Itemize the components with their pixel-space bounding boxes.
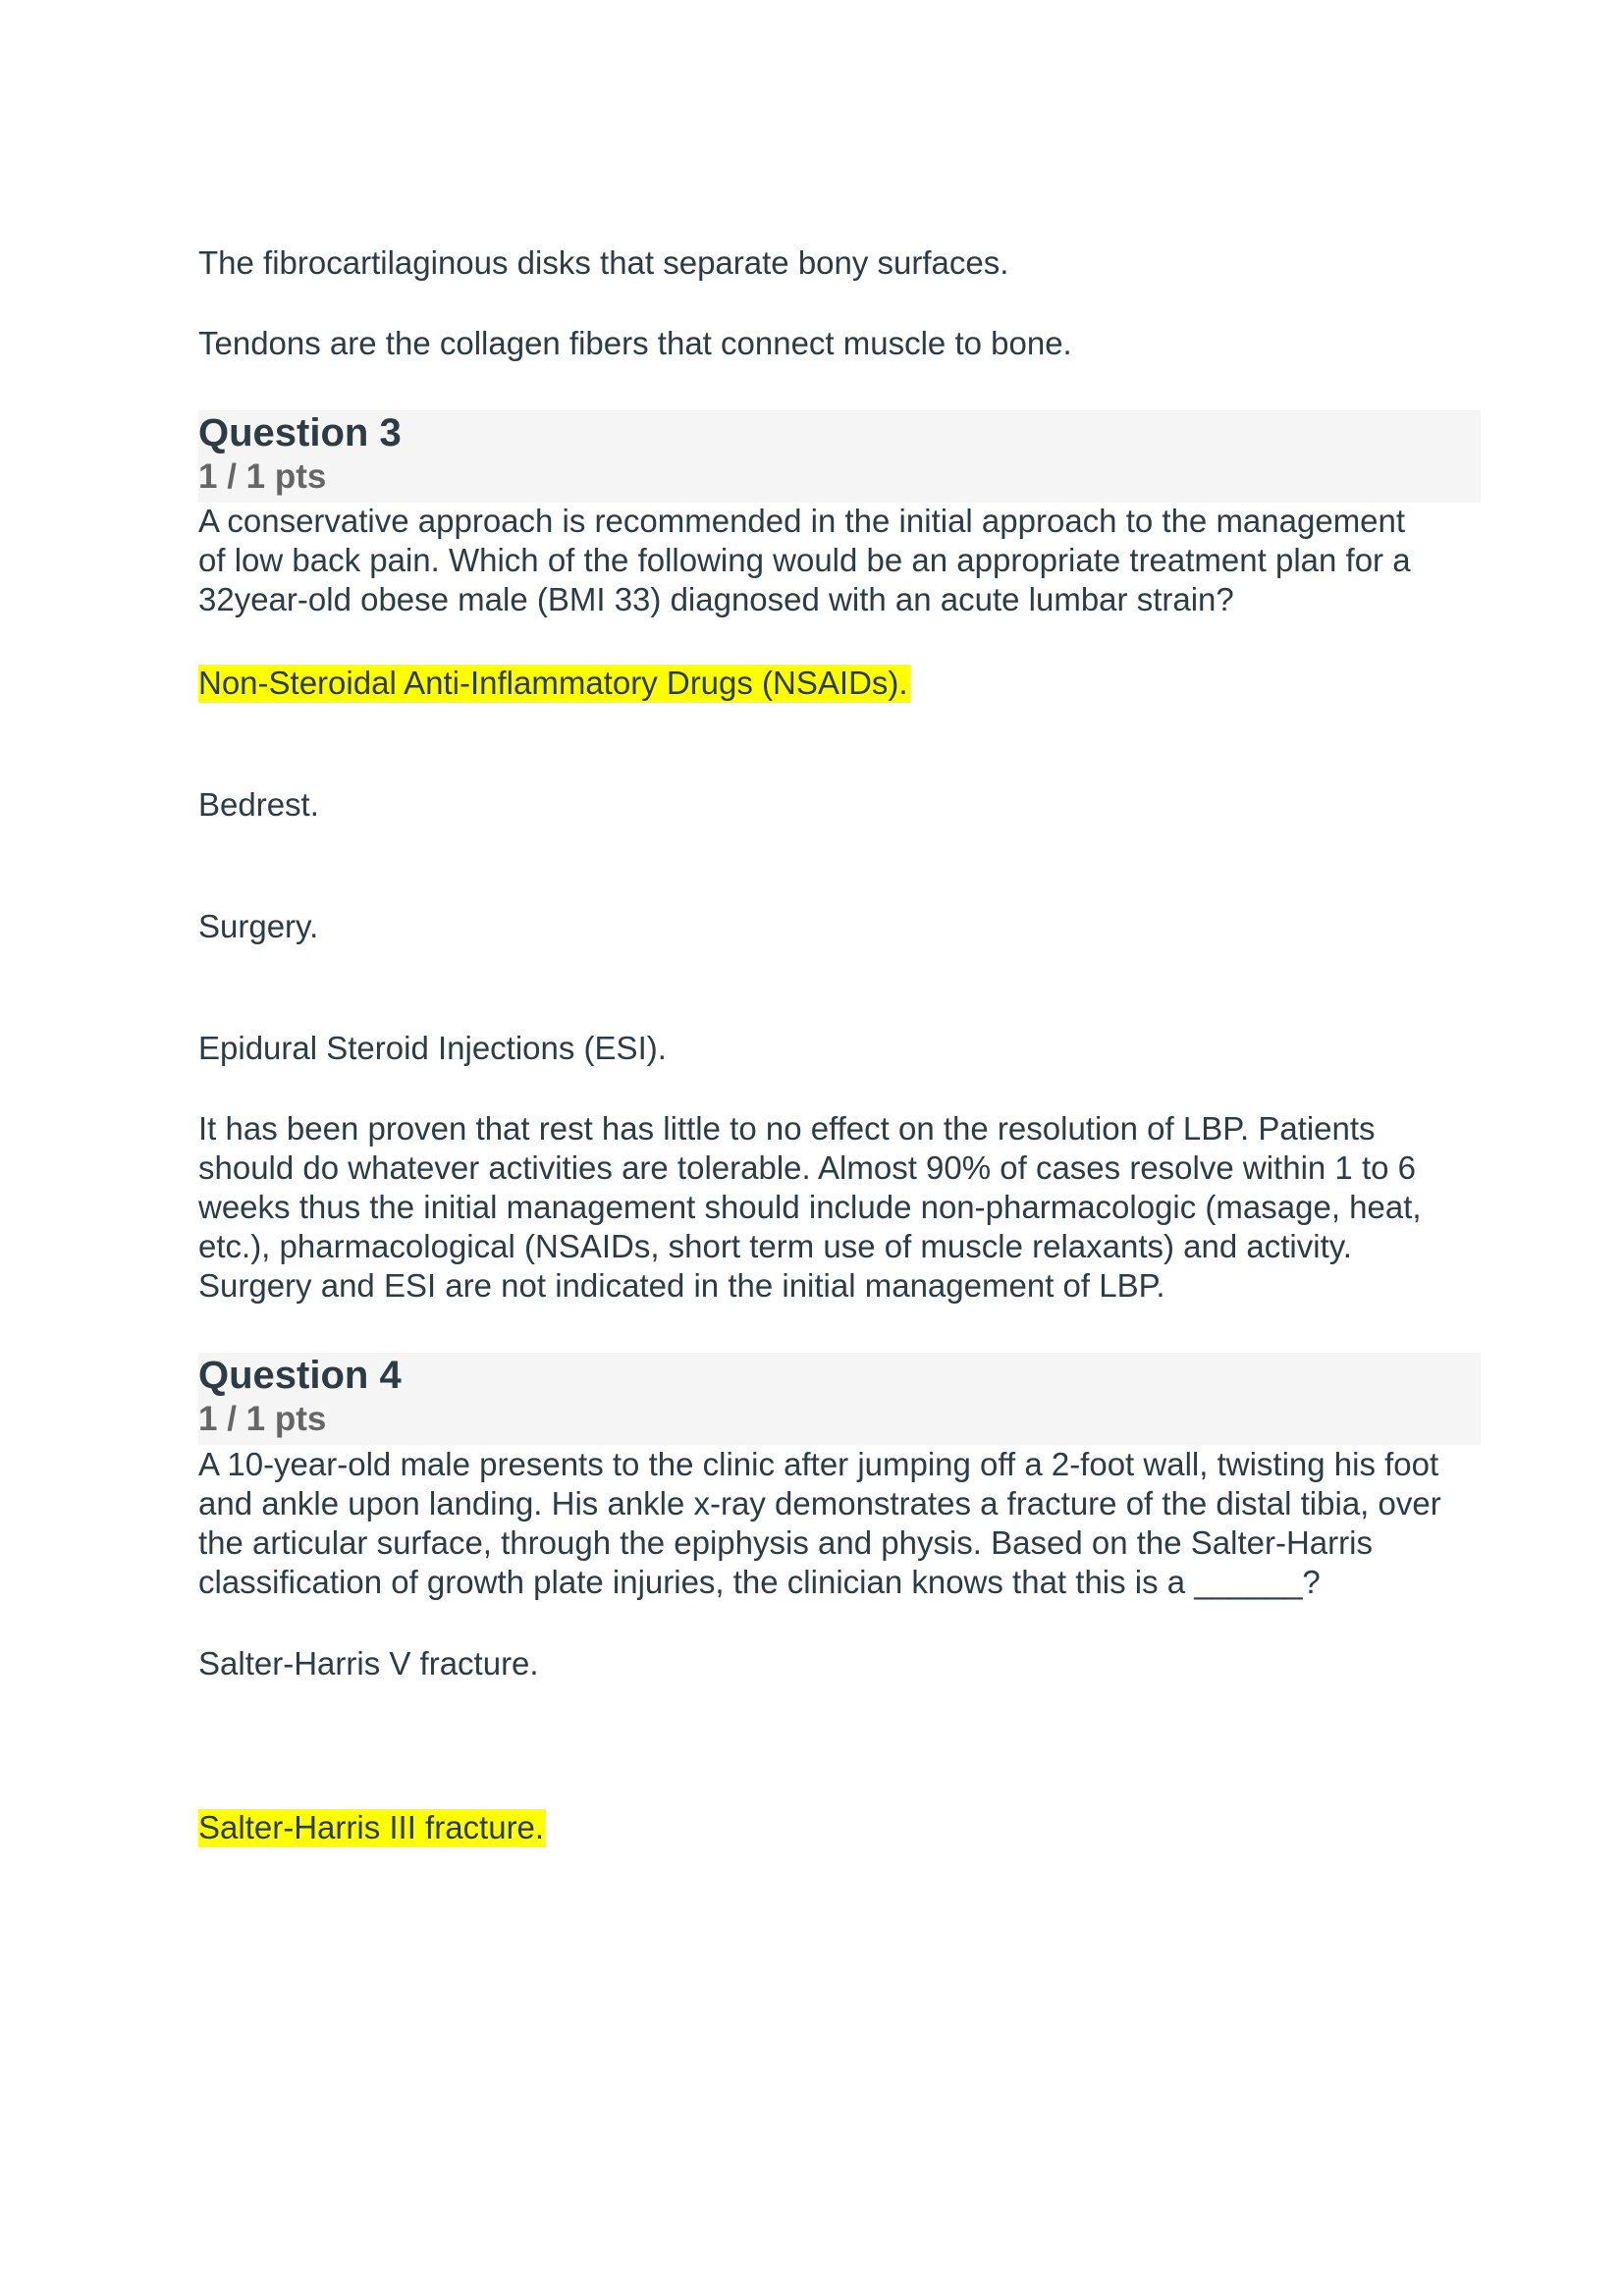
- question-4-points: 1 / 1 pts: [198, 1400, 327, 1438]
- prompt-line: and ankle upon landing. His ankle x-ray demonstrates a fracture of the distal tibia, over: [198, 1485, 1441, 1522]
- question-3-answer-surgery: Surgery.: [198, 908, 319, 944]
- prompt-line: the articular surface, through the epiphysis and physis. Based on the Salter-Harris: [198, 1524, 1373, 1561]
- explanation-line: It has been proven that rest has little to no effect on the resolution of LBP. Patients: [198, 1110, 1376, 1147]
- prompt-line: 32year-old obese male (BMI 33) diagnosed with an acute lumbar strain?: [198, 581, 1234, 617]
- explanation-line: etc.), pharmacological (NSAIDs, short term use of muscle relaxants) and activity.: [198, 1228, 1352, 1264]
- question-3-answer-bedrest: Bedrest.: [198, 786, 319, 823]
- question-3-header: [198, 410, 1481, 503]
- highlighted-answer: Salter-Harris III fracture.: [198, 1809, 545, 1845]
- prompt-line: of low back pain. Which of the following would be an appropriate treatment plan for a: [198, 542, 1411, 578]
- question-4-answer-sh-v: Salter-Harris V fracture.: [198, 1645, 539, 1682]
- highlighted-answer: Non-Steroidal Anti-Inflammatory Drugs (NSAIDs).: [198, 665, 908, 701]
- question-3-explanation: [198, 1109, 1422, 1306]
- question-3-prompt: [198, 502, 1411, 619]
- question-3-title: Question 3: [198, 411, 402, 454]
- previous-answer-option: The fibrocartilaginous disks that separate bony surfaces.: [198, 244, 1009, 281]
- question-4-header: [198, 1353, 1481, 1445]
- explanation-line: Surgery and ESI are not indicated in the initial management of LBP.: [198, 1267, 1165, 1304]
- question-3-answer-nsaids: [198, 664, 910, 703]
- prompt-line: classification of growth plate injuries, the clinician knows that this is a ______?: [198, 1564, 1321, 1600]
- question-4-title: Question 4: [198, 1354, 402, 1397]
- previous-explanation: Tendons are the collagen fibers that connect muscle to bone.: [198, 325, 1072, 361]
- question-4-answer-sh-iii: [198, 1808, 546, 1847]
- prompt-line: A 10-year-old male presents to the clinic after jumping off a 2-foot wall, twisting his foot: [198, 1446, 1439, 1482]
- question-3-answer-esi: Epidural Steroid Injections (ESI).: [198, 1030, 667, 1066]
- prompt-line: A conservative approach is recommended in the initial approach to the management: [198, 503, 1406, 539]
- explanation-line: should do whatever activities are tolerable. Almost 90% of cases resolve within 1 to 6: [198, 1149, 1416, 1186]
- question-3-points: 1 / 1 pts: [198, 457, 327, 496]
- explanation-line: weeks thus the initial management should include non-pharmacologic (masage, heat,: [198, 1189, 1422, 1225]
- question-4-prompt: [198, 1445, 1441, 1602]
